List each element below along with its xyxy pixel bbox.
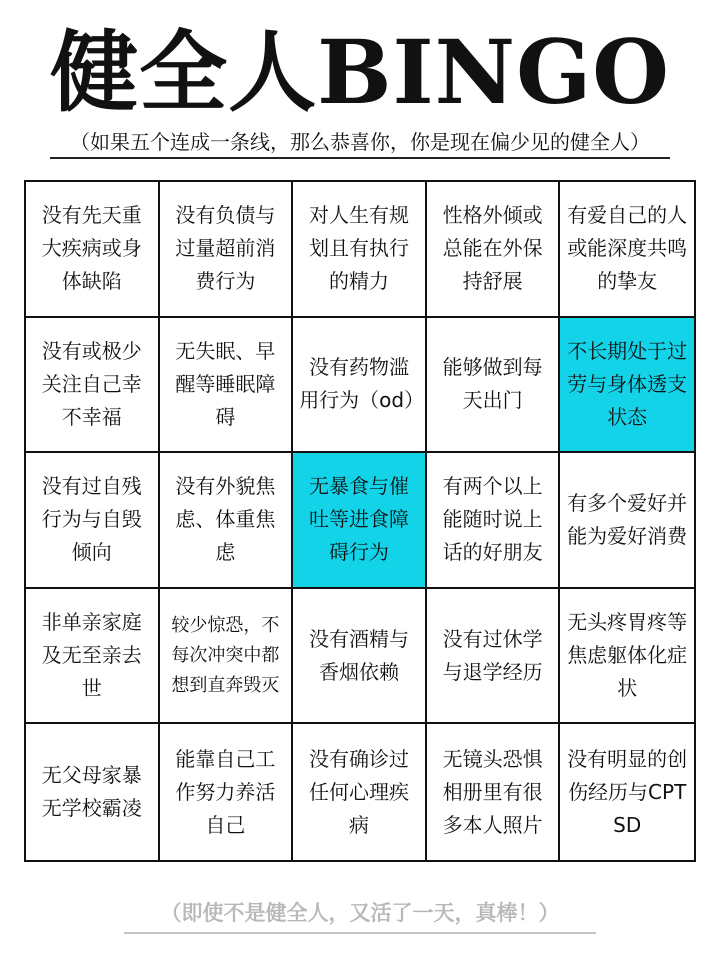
- bingo-cell-r4c3[interactable]: 没有酒精与香烟依赖: [293, 589, 427, 725]
- bingo-cell-r5c2[interactable]: 能靠自己工作努力养活自己: [160, 724, 294, 860]
- bingo-cell-r1c2[interactable]: 没有负债与过量超前消费行为: [160, 182, 294, 318]
- bingo-cell-r3c4[interactable]: 有两个以上能随时说上话的好朋友: [427, 453, 561, 589]
- footer-text: （即使不是健全人，又活了一天，真棒！）: [160, 900, 560, 925]
- bingo-cell-r5c5[interactable]: 没有明显的创伤经历与CPTSD: [560, 724, 694, 860]
- bingo-cell-r2c5[interactable]: 不长期处于过劳与身体透支状态: [560, 318, 694, 454]
- bingo-cell-r5c1[interactable]: 无父母家暴无学校霸凌: [26, 724, 160, 860]
- bingo-cell-r4c5[interactable]: 无头疼胃疼等焦虑躯体化症状: [560, 589, 694, 725]
- subtitle-block: [40, 128, 680, 160]
- bingo-cell-r2c3[interactable]: 没有药物滥用行为（od）: [293, 318, 427, 454]
- bingo-cell-r5c3[interactable]: 没有确诊过任何心理疾病: [293, 724, 427, 860]
- bingo-cell-r3c2[interactable]: 没有外貌焦虑、体重焦虑: [160, 453, 294, 589]
- bingo-cell-r1c5[interactable]: 有爱自己的人或能深度共鸣的挚友: [560, 182, 694, 318]
- subtitle-underline: [50, 157, 670, 159]
- page-title: 健全人BINGO: [50, 20, 670, 124]
- bingo-cell-r1c1[interactable]: 没有先天重大疾病或身体缺陷: [26, 182, 160, 318]
- bingo-cell-r4c4[interactable]: 没有过休学与退学经历: [427, 589, 561, 725]
- bingo-cell-r2c2[interactable]: 无失眠、早醒等睡眠障碍: [160, 318, 294, 454]
- footer-underline: [124, 932, 596, 934]
- bingo-cell-r3c5[interactable]: 有多个爱好并能为爱好消费: [560, 453, 694, 589]
- footer-block: [40, 896, 680, 940]
- bingo-cell-r2c4[interactable]: 能够做到每天出门: [427, 318, 561, 454]
- bingo-cell-r1c4[interactable]: 性格外倾或总能在外保持舒展: [427, 182, 561, 318]
- bingo-cell-r1c3[interactable]: 对人生有规划且有执行的精力: [293, 182, 427, 318]
- bingo-grid: [24, 180, 696, 862]
- bingo-cell-r4c1[interactable]: 非单亲家庭及无至亲去世: [26, 589, 160, 725]
- bingo-cell-r2c1[interactable]: 没有或极少关注自己幸不幸福: [26, 318, 160, 454]
- bingo-cell-r3c3[interactable]: 无暴食与催吐等进食障碍行为: [293, 453, 427, 589]
- bingo-cell-r5c4[interactable]: 无镜头恐惧相册里有很多本人照片: [427, 724, 561, 860]
- subtitle: （如果五个连成一条线，那么恭喜你，你是现在偏少见的健全人）: [70, 130, 650, 154]
- bingo-cell-r4c2[interactable]: 较少惊恐，不每次冲突中都想到直奔毁灭: [160, 589, 294, 725]
- bingo-cell-r3c1[interactable]: 没有过自残行为与自毁倾向: [26, 453, 160, 589]
